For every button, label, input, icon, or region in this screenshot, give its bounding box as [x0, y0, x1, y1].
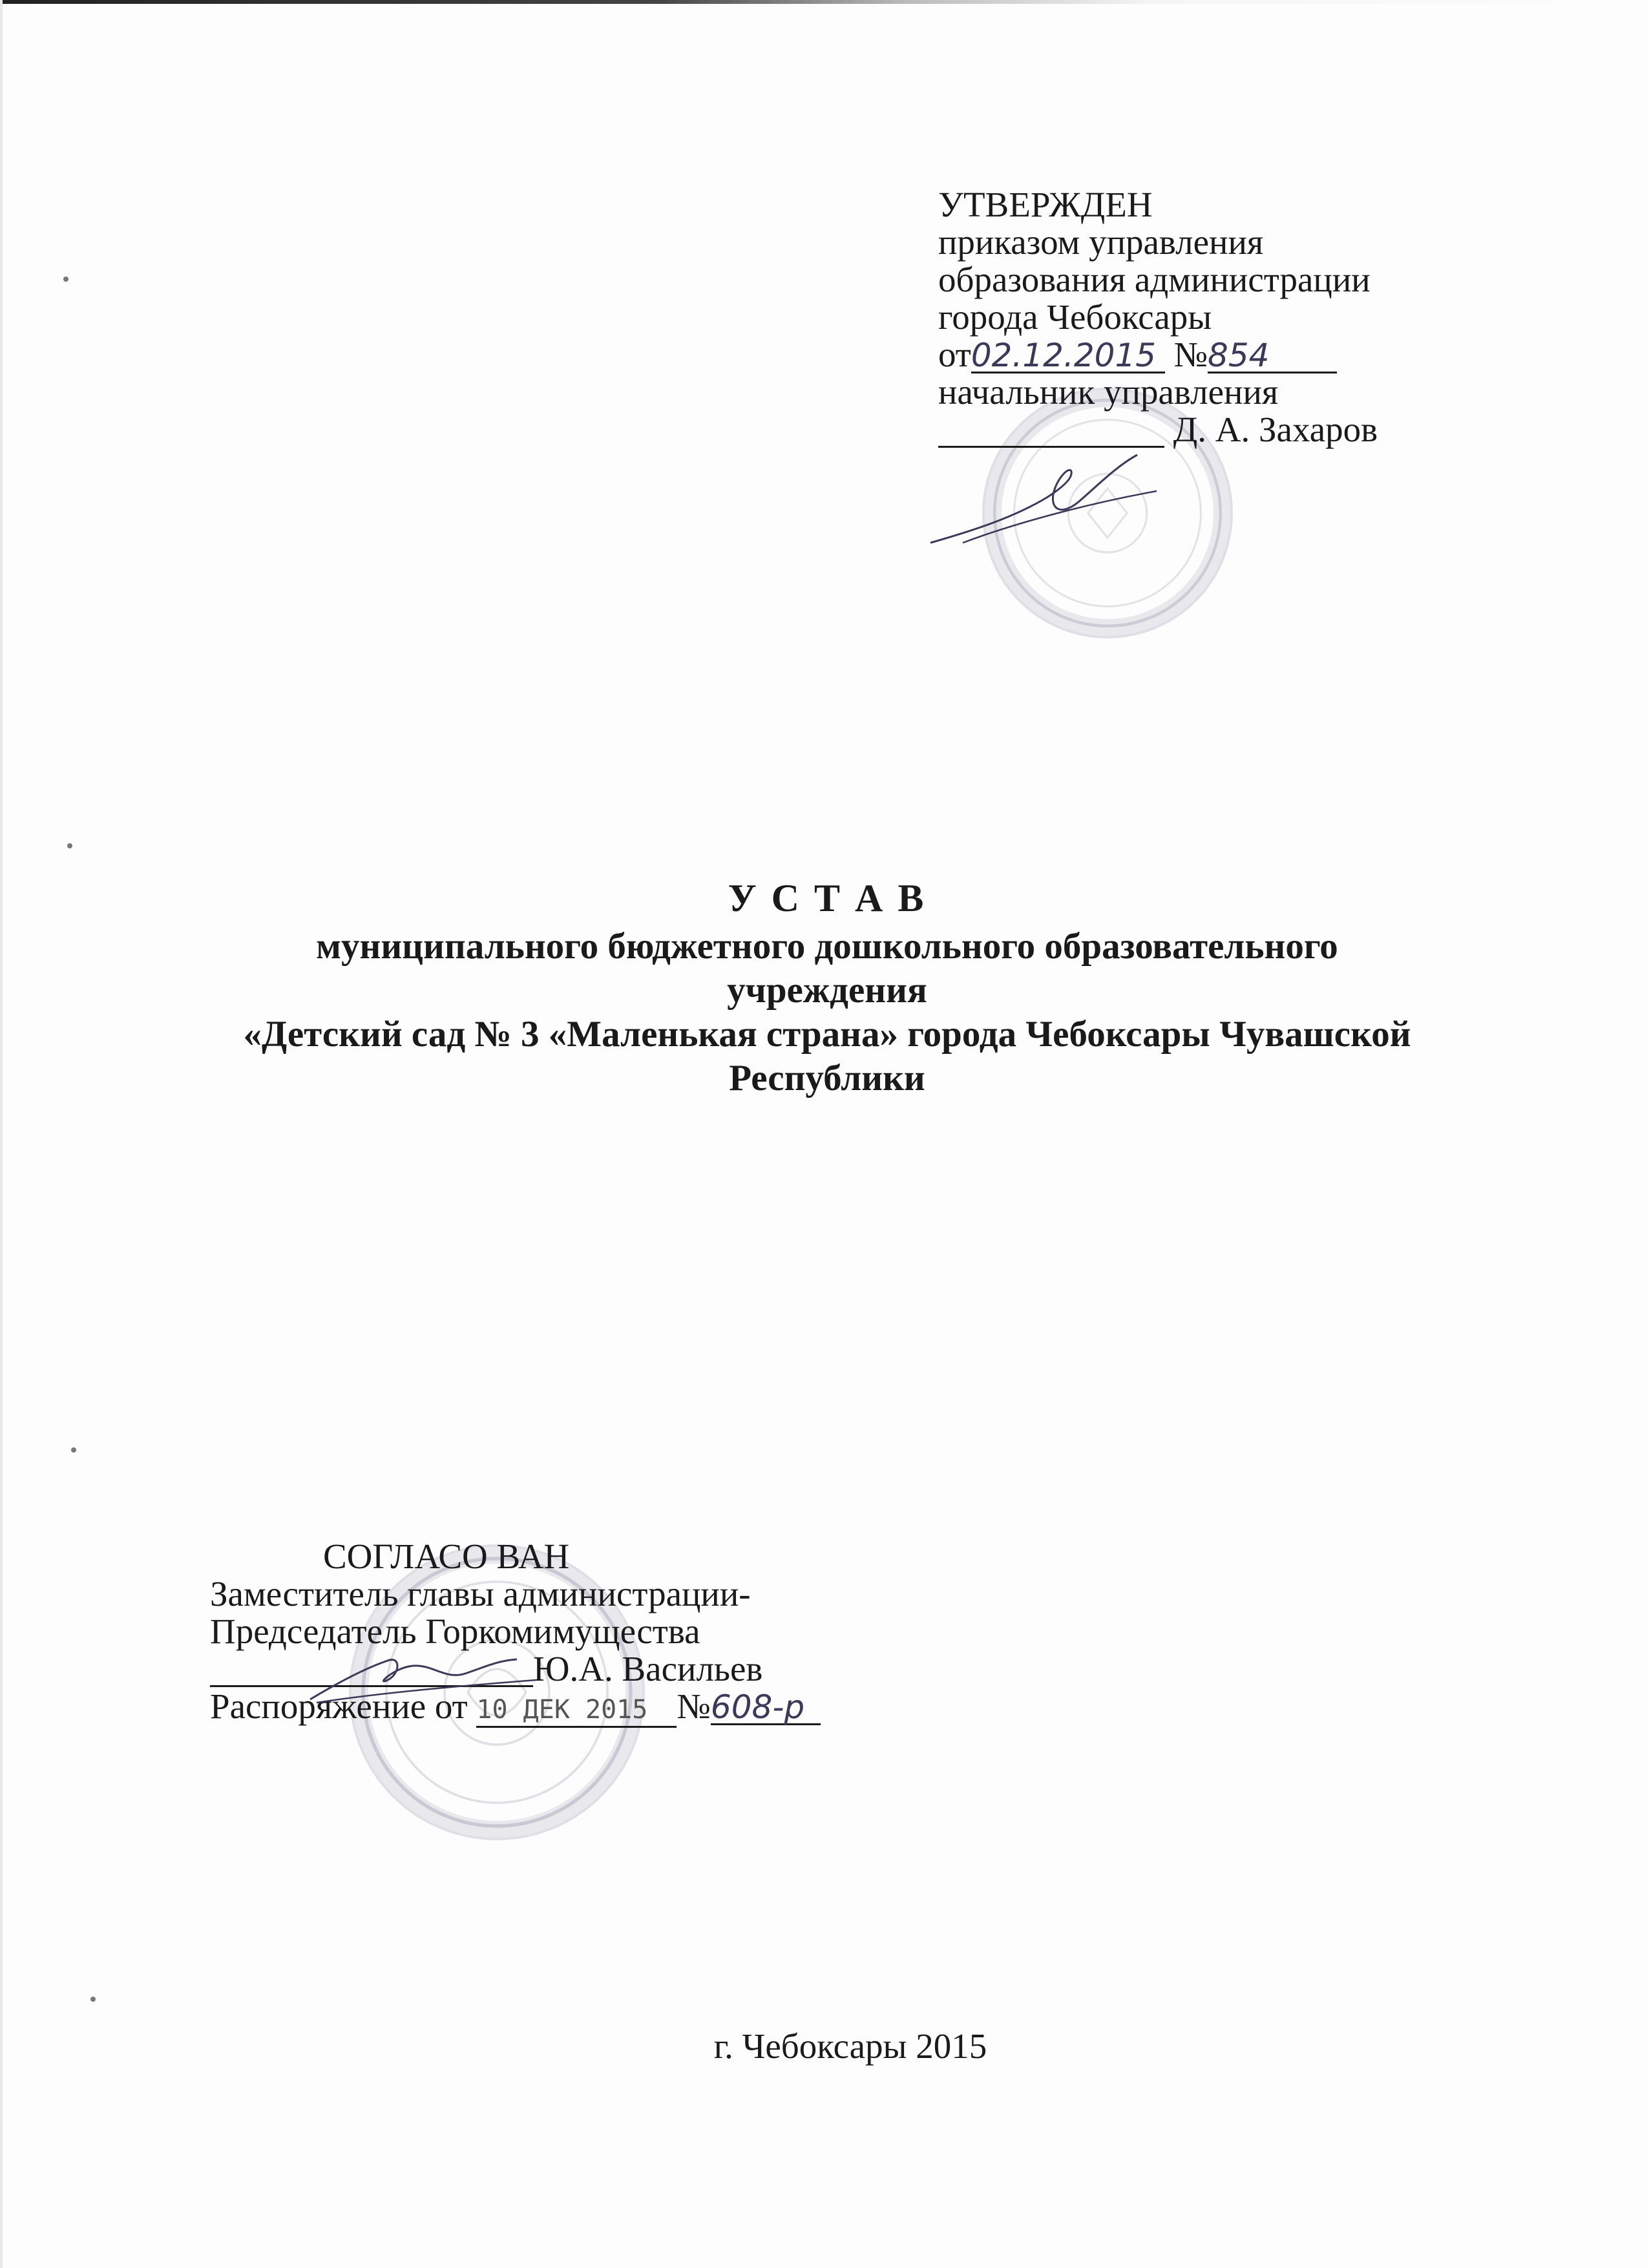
approval-order-line — [938, 336, 1429, 373]
decree-date-stamp: 10 ДЕК 2015 — [476, 1694, 677, 1728]
order-prefix: от — [938, 335, 971, 374]
place-year: г. Чебоксары 2015 — [713, 2026, 987, 2066]
signature-underline — [938, 414, 1164, 448]
order-date: 02.12.2015 — [971, 339, 1165, 373]
agreed-line: Председатель Горкомимущества — [210, 1612, 700, 1651]
agreed-block — [210, 1538, 985, 1728]
approval-heading: УТВЕРЖДЕН — [938, 185, 1153, 224]
decree-number: 608-р — [711, 1691, 821, 1725]
document-subtitle-line: Республики — [729, 1058, 925, 1098]
order-number-label: № — [1173, 335, 1208, 374]
scan-speck — [71, 1447, 76, 1453]
document-subtitle-line: муниципального бюджетного дошкольного образовательного учреждения — [316, 926, 1338, 1011]
document-title-block — [194, 876, 1460, 1100]
decree-prefix: Распоряжение от — [210, 1686, 468, 1726]
agreed-signature-line — [210, 1650, 985, 1688]
decree-number-label: № — [677, 1686, 711, 1726]
scan-edge — [0, 0, 1649, 4]
agreed-heading: СОГЛАСО ВАН — [323, 1537, 570, 1576]
approval-position: начальник управления — [938, 372, 1279, 412]
order-number: 854 — [1208, 339, 1337, 373]
approval-line: приказом управления — [938, 222, 1264, 262]
document-subtitle-line: «Детский сад № 3 «Маленькая страна» города Чебоксары Чувашской — [243, 1014, 1411, 1055]
scan-edge-left — [0, 0, 3, 2268]
approval-block — [938, 186, 1429, 448]
agreed-signatory: Ю.А. Васильев — [533, 1649, 763, 1688]
approval-signature-line — [938, 411, 1429, 448]
document-title: У С Т А В — [728, 877, 927, 919]
scan-speck — [63, 277, 68, 282]
document-footer — [0, 2026, 1649, 2066]
agreed-line: Заместитель главы администрации- — [210, 1574, 751, 1613]
approval-line: города Чебоксары — [938, 297, 1212, 337]
scan-speck — [67, 843, 72, 848]
agreed-decree-line — [210, 1688, 985, 1728]
scan-speck — [90, 1997, 96, 2002]
approval-signatory: Д. А. Захаров — [1173, 410, 1378, 449]
signature-underline — [210, 1653, 533, 1687]
approval-line: образования администрации — [938, 260, 1371, 299]
